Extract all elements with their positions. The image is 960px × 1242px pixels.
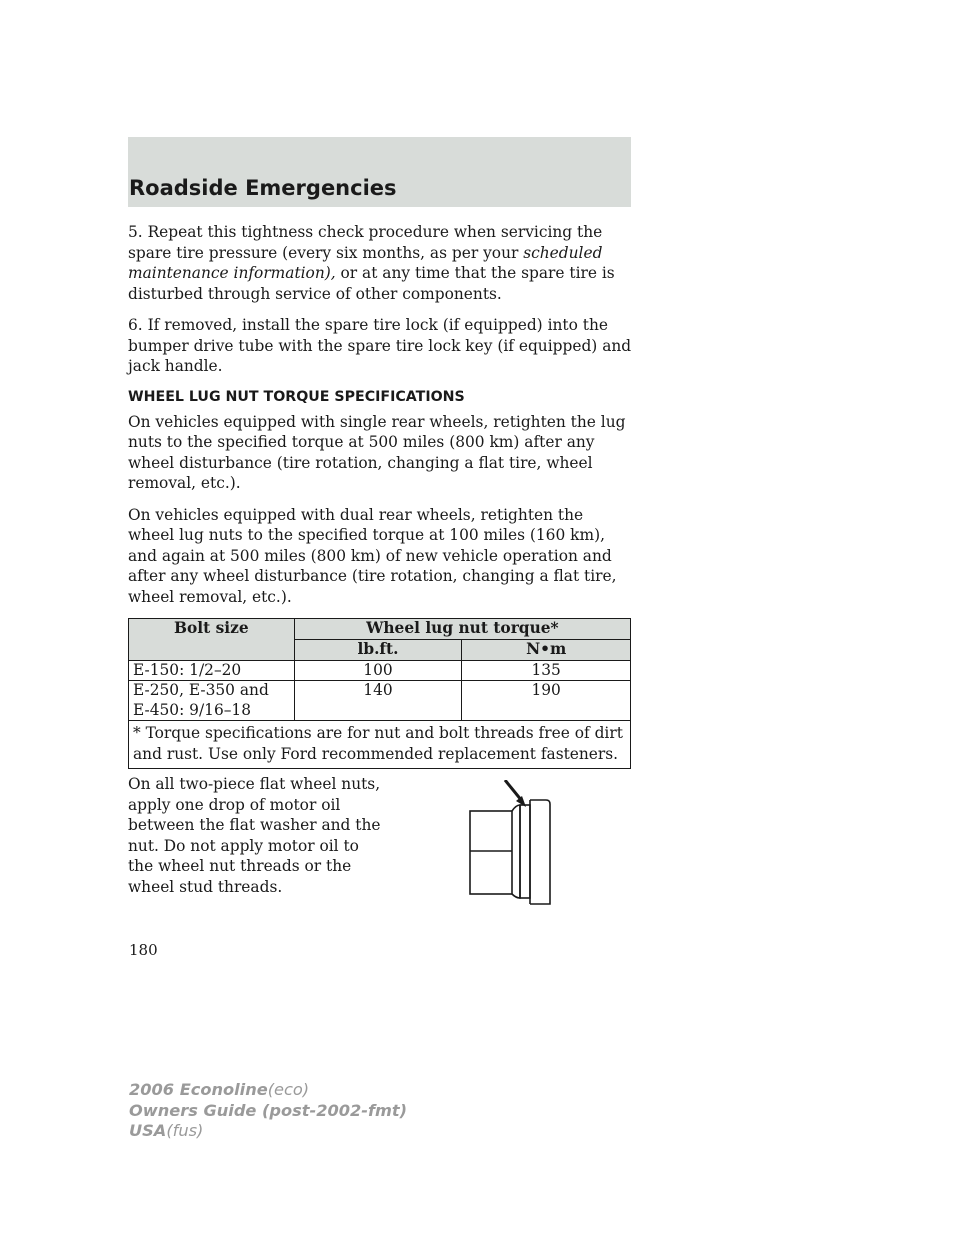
step-5-paragraph [128,222,634,304]
col-bolt-size: Bolt size [129,619,295,661]
bolt-size-cell: E-250, E-350 and E-450: 9/16–18 [129,681,295,721]
torque-lbft-cell: 100 [294,660,462,681]
page-number: 180 [129,941,158,959]
single-rear-wheels-paragraph: On vehicles equipped with single rear wheels, retighten the lug nuts to the specified torque at 500 miles (800 km) after any wheel disturbance (tire rotation, changing a flat tire, wheel removal, etc.). [128,412,626,492]
step-5-text-end: or at any time that the spare tire is disturbed through service of other components. [128,264,615,303]
step-5-text-start: 5. Repeat this tightness check procedure when servicing the spare tire pressure (every six months, as per your [128,223,603,262]
two-piece-nut-paragraph: On all two-piece flat wheel nuts, apply one drop of motor oil between the flat washer and the nut. Do not apply motor oil to the wheel nut threads or the wheel stud threads. [128,775,381,896]
table-row [129,681,631,721]
bolt-size-cell: E-150: 1/2–20 [129,660,295,681]
torque-spec-table [128,618,631,769]
footer-line-2: Owners Guide (post-2002-fmt) [129,1100,408,1120]
footer-line-1: 2006 Econoline(eco) [129,1080,310,1099]
table-header-row [129,619,631,640]
torque-specs-heading: WHEEL LUG NUT TORQUE SPECIFICATIONS [128,388,465,405]
footer-line-3: USA(fus) [129,1121,204,1140]
torque-nm-cell: 190 [462,681,631,721]
col-torque: Wheel lug nut torque* [294,619,630,640]
section-title: Roadside Emergencies [129,176,397,200]
step-6-paragraph: 6. If removed, install the spare tire lock (if equipped) into the bumper drive tube with the spare tire lock key (if equipped) and jack handle. [128,316,632,375]
page-content [128,222,634,934]
table-row [129,660,631,681]
maintenance-reference: scheduled maintenance information), [128,243,603,282]
two-piece-lug-nut-diagram-icon [464,780,556,912]
table-footnote: * Torque specifications are for nut and bolt threads free of dirt and rust. Use only Ford recommended replacement fasteners. [129,721,631,769]
two-piece-nut-section [128,774,634,934]
torque-lbft-cell: 140 [294,681,462,721]
col-unit-nm: N•m [462,640,631,661]
dual-rear-wheels-paragraph: On vehicles equipped with dual rear wheels, retighten the wheel lug nuts to the specified torque at 100 miles (160 km), and again at 500 miles (800 km) of new vehicle operation and after any wheel disturbance (tire rotation, changing a flat tire, wheel removal, etc.). [128,505,617,606]
document-footer [129,1080,407,1142]
table-footnote-row [129,721,631,769]
col-unit-lbft: lb.ft. [294,640,462,661]
torque-nm-cell: 135 [462,660,631,681]
